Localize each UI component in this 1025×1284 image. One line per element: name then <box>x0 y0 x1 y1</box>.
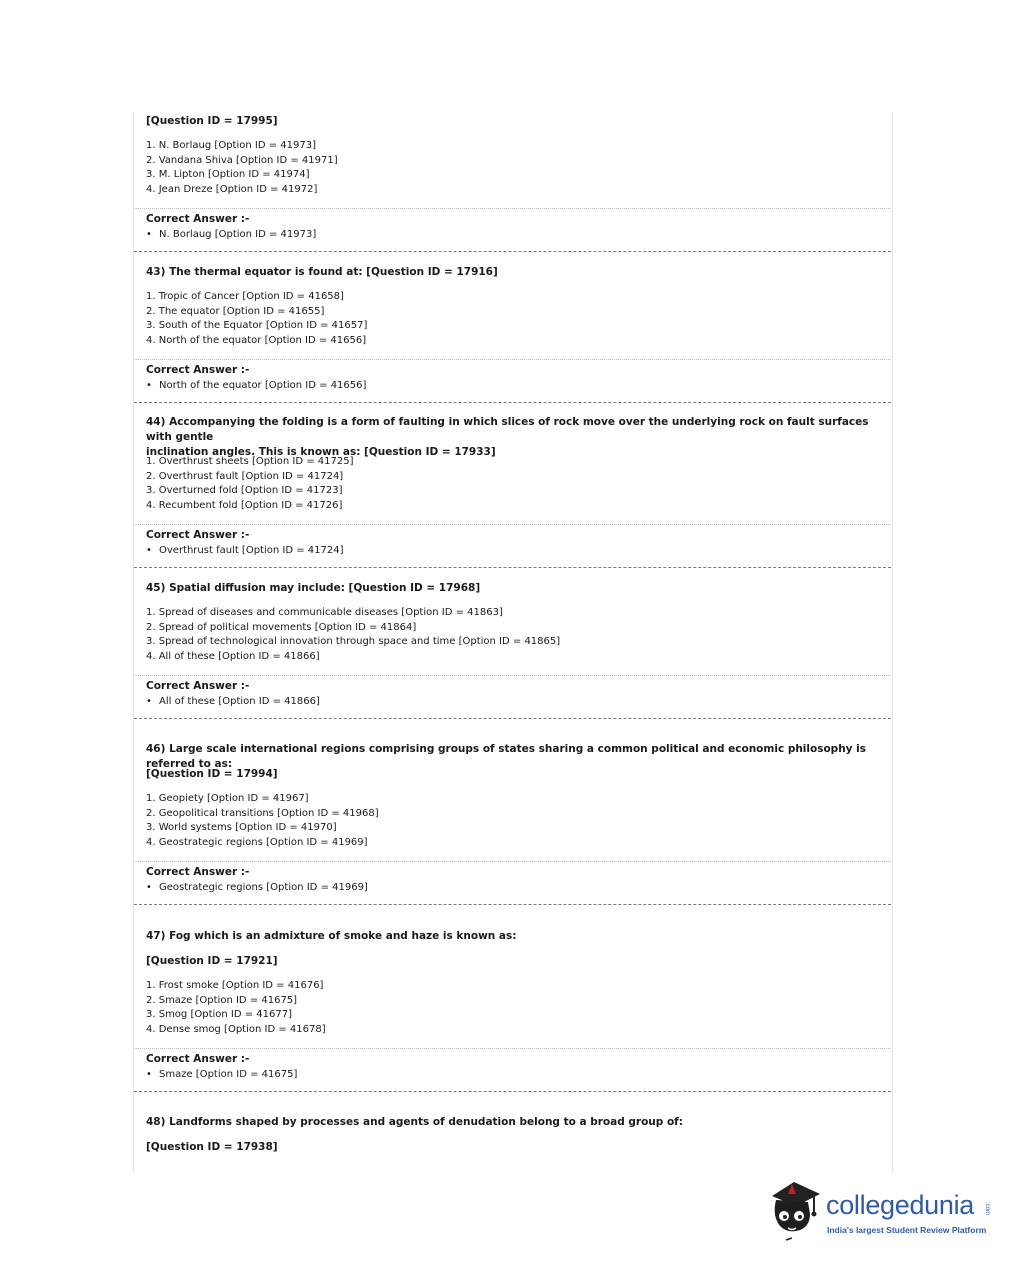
question-id <box>146 1140 881 1155</box>
divider <box>134 208 891 209</box>
bullet-icon: • <box>146 1069 152 1080</box>
correct-answer-label: Correct Answer :- <box>146 529 250 541</box>
option: 2. Spread of political movements [Option ID = 41864] <box>146 621 417 633</box>
question-text: inclination angles. This is known as: [Question ID = 17933] <box>146 446 496 458</box>
question-divider <box>134 1091 891 1092</box>
correct-answer <box>146 1053 881 1080</box>
question-45 <box>146 581 881 596</box>
options-list <box>146 290 881 348</box>
question-43 <box>146 265 881 280</box>
question-text: 45) Spatial diffusion may include: [Question ID = 17968] <box>146 582 481 594</box>
option: 3. World systems [Option ID = 41970] <box>146 822 337 834</box>
correct-answer-value: Overthrust fault [Option ID = 41724] <box>159 545 344 556</box>
options-list <box>146 792 881 850</box>
options-list <box>146 606 881 664</box>
correct-answer-label: Correct Answer :- <box>146 1053 250 1065</box>
options-list <box>146 455 881 513</box>
option: 4. All of these [Option ID = 41866] <box>146 650 320 662</box>
question-id <box>146 767 881 782</box>
option: 4. Jean Dreze [Option ID = 41972] <box>146 183 318 195</box>
logo-wordmark: collegedunia <box>826 1190 975 1220</box>
option: 1. Geopiety [Option ID = 41967] <box>146 793 309 804</box>
option: 1. N. Borlaug [Option ID = 41973] <box>146 140 316 151</box>
option: 3. Spread of technological innovation through space and time [Option ID = 41865] <box>146 636 561 648</box>
bullet-icon: • <box>146 696 152 707</box>
correct-answer-value: Geostrategic regions [Option ID = 41969] <box>159 882 368 893</box>
bullet-icon: • <box>146 229 152 240</box>
option: 2. Smaze [Option ID = 41675] <box>146 994 298 1006</box>
option: 4. North of the equator [Option ID = 41656] <box>146 334 367 346</box>
divider <box>134 524 891 525</box>
question-divider <box>134 718 891 719</box>
option: 1. Overthrust sheets [Option ID = 41725] <box>146 456 354 467</box>
option: 3. M. Lipton [Option ID = 41974] <box>146 169 310 181</box>
bullet-icon: • <box>146 882 152 893</box>
correct-answer-label: Correct Answer :- <box>146 213 250 225</box>
options-list <box>146 139 881 197</box>
correct-answer <box>146 213 881 240</box>
question-text: 47) Fog which is an admixture of smoke and haze is known as: <box>146 930 517 942</box>
question-text: 43) The thermal equator is found at: [Question ID = 17916] <box>146 266 498 278</box>
question-44 <box>146 415 881 460</box>
option: 2. Overthrust fault [Option ID = 41724] <box>146 470 344 482</box>
correct-answer-label: Correct Answer :- <box>146 364 250 376</box>
question-divider <box>134 251 891 252</box>
question-47 <box>146 929 881 944</box>
question-text: 44) Accompanying the folding is a form of faulting in which slices of rock move over the underlying rock on fault surfaces with gentle <box>146 416 869 443</box>
option: 1. Frost smoke [Option ID = 41676] <box>146 980 324 991</box>
option: 3. Smog [Option ID = 41677] <box>146 1009 293 1021</box>
question-divider <box>134 567 891 568</box>
divider <box>134 359 891 360</box>
question-id <box>146 954 881 969</box>
option: 2. The equator [Option ID = 41655] <box>146 305 325 317</box>
option: 2. Geopolitical transitions [Option ID = 41968] <box>146 807 379 819</box>
correct-answer <box>146 680 881 707</box>
question-id: [Question ID = 17995] <box>146 115 278 127</box>
correct-answer <box>146 364 881 391</box>
bullet-icon: • <box>146 545 152 556</box>
option: 3. Overturned fold [Option ID = 41723] <box>146 485 343 497</box>
divider <box>134 1048 891 1049</box>
correct-answer-label: Correct Answer :- <box>146 680 250 692</box>
option: 4. Dense smog [Option ID = 41678] <box>146 1023 326 1035</box>
logo-tagline: India's largest Student Review Platform <box>827 1225 987 1235</box>
divider <box>134 861 891 862</box>
option: 2. Vandana Shiva [Option ID = 41971] <box>146 154 338 166</box>
question-id: [Question ID = 17938] <box>146 1141 278 1153</box>
question-divider <box>134 402 891 403</box>
question-42 <box>146 114 881 129</box>
collegedunia-logo <box>766 1176 996 1246</box>
mascot-icon <box>766 1176 828 1246</box>
option: 4. Geostrategic regions [Option ID = 41969] <box>146 836 368 848</box>
correct-answer-value: All of these [Option ID = 41866] <box>159 696 320 707</box>
question-text: 46) Large scale international regions comprising groups of states sharing a common political and economic philosophy is referred to as: <box>146 743 867 770</box>
option: 1. Spread of diseases and communicable diseases [Option ID = 41863] <box>146 607 503 618</box>
correct-answer <box>146 529 881 556</box>
option: 3. South of the Equator [Option ID = 41657] <box>146 320 368 332</box>
divider <box>134 675 891 676</box>
logo-suffix: .com <box>984 1202 990 1216</box>
correct-answer-value: North of the equator [Option ID = 41656] <box>159 380 367 391</box>
bullet-icon: • <box>146 380 152 391</box>
correct-answer-value: N. Borlaug [Option ID = 41973] <box>159 229 317 240</box>
option: 4. Recumbent fold [Option ID = 41726] <box>146 499 343 511</box>
question-id: [Question ID = 17994] <box>146 768 278 780</box>
question-text: 48) Landforms shaped by processes and agents of denudation belong to a broad group of: <box>146 1116 683 1128</box>
question-divider <box>134 904 891 905</box>
options-list <box>146 979 881 1037</box>
correct-answer <box>146 866 881 893</box>
correct-answer-value: Smaze [Option ID = 41675] <box>159 1069 298 1080</box>
correct-answer-label: Correct Answer :- <box>146 866 250 878</box>
option: 1. Tropic of Cancer [Option ID = 41658] <box>146 291 344 302</box>
question-48 <box>146 1115 881 1130</box>
question-id: [Question ID = 17921] <box>146 955 278 967</box>
